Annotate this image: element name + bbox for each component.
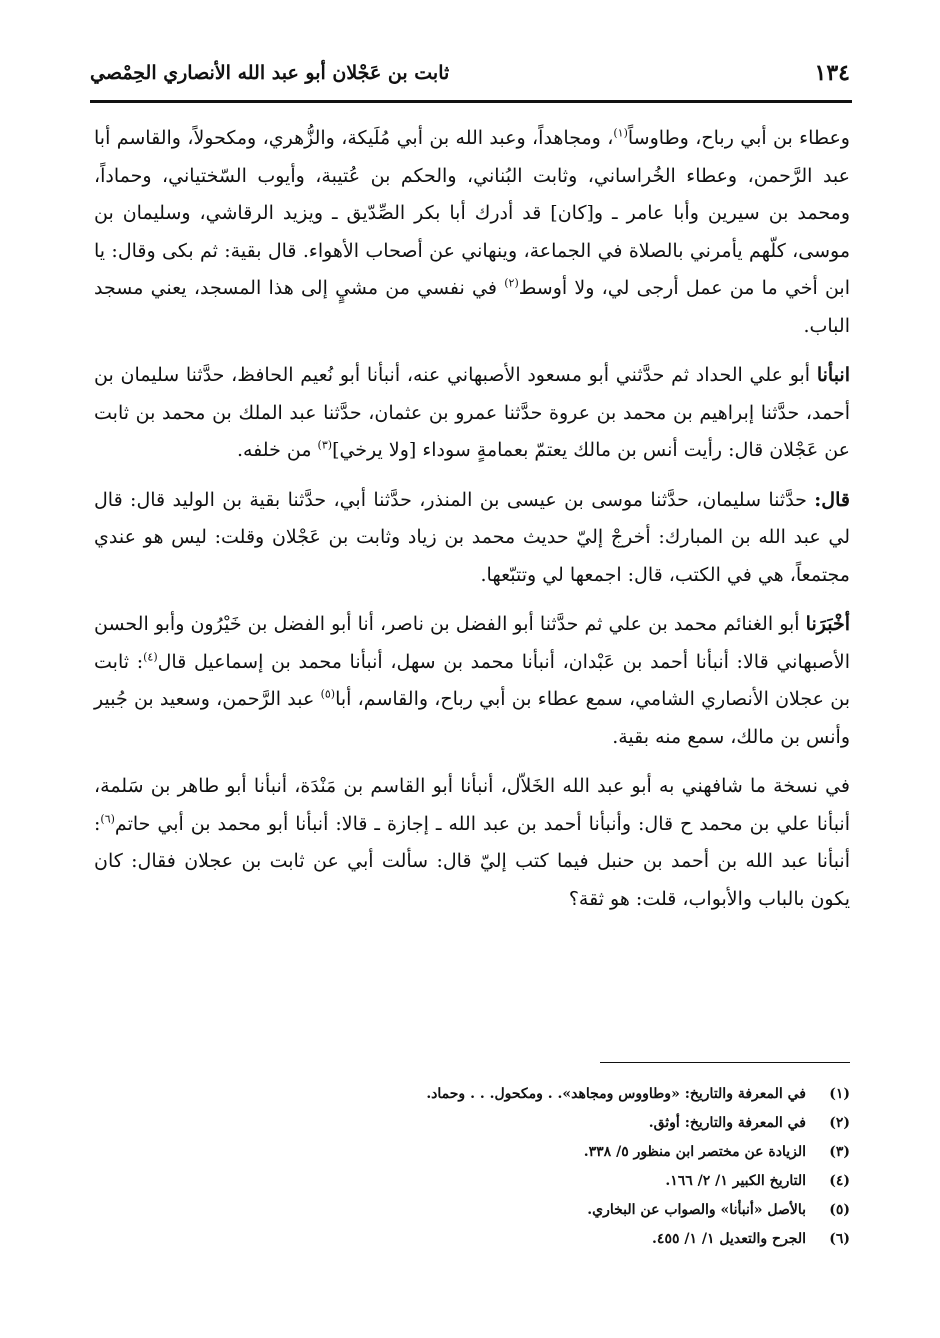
paragraph-lead: أخْبَرَنا	[805, 613, 850, 635]
footnote	[150, 1167, 850, 1196]
paragraph-text: عبد الرَّحمن، وسعيد بن جُبير وأنس بن مالك، سمع منه بقية.	[94, 688, 850, 748]
paragraph-text: في نفسي من مشيٍ إلى هذا المسجد، يعني مسجد الباب.	[94, 277, 850, 337]
footnote-ref: (١)	[613, 126, 628, 140]
footnote-number: (٦)	[829, 1231, 850, 1247]
paragraph-5	[94, 768, 850, 918]
main-text	[94, 120, 850, 930]
footnote	[150, 1109, 850, 1138]
footnote	[150, 1196, 850, 1225]
footnote-text: في المعرفة والتاريخ: أوثق.	[648, 1115, 806, 1131]
footnote-text: بالأصل «أنبأنا» والصواب عن البخاري.	[587, 1202, 806, 1218]
footnote-ref: (٥)	[320, 687, 336, 701]
paragraph-lead: قال:	[814, 488, 850, 511]
paragraph-text: أبو علي الحداد ثم حدَّثني أبو مسعود الأصبهاني عنه، أنبأنا أبو نُعيم الحافظ، حدَّثنا سليمان بن أحمد، حدَّثنا إبراهيم بن محمد بن عروة حدَّثنا عمرو بن عثمان، حدَّثنا عبد الملك بن محمد بن ثابت عن عَجْلان قال: رأيت أنس بن مالك يعتمّ بعمامةٍ سوداء [ولا يرخي]	[94, 364, 850, 461]
paragraph-text: وعطاء بن أبي رباح، وطاوساً	[627, 127, 850, 149]
paragraph-2	[94, 357, 850, 470]
footnote-text: في المعرفة والتاريخ: «وطاووس ومجاهد». . ومكحول. . . وحماد.	[426, 1086, 806, 1102]
footnote-rule	[600, 1062, 850, 1063]
page-header	[90, 56, 850, 96]
paragraph-lead: انبأنا	[816, 364, 850, 386]
footnote	[150, 1080, 850, 1109]
footnote-text: الزيادة عن مختصر ابن منظور ٥/ ٣٣٨.	[583, 1144, 806, 1160]
paragraph-text: حدَّثنا سليمان، حدَّثنا موسى بن عيسى بن المنذر، حدَّثنا أبي، حدَّثنا بقية بن الوليد قال: قال لي عبد الله بن المبارك: أخرجْ إليّ حديث محمد بن زياد وثابت بن عَجْلان وقلت: ليس هو عندي مجتمعاً، هي في الكتب، قال: اجمعها لي وتتبّعها.	[94, 488, 850, 586]
footnote-ref: (٤)	[143, 650, 158, 664]
footnote-number: (٢)	[829, 1115, 850, 1131]
paragraph-text: : أنبأنا عبد الله بن أحمد بن حنبل فيما كتب إليّ قال: سألت أبي عن ثابت بن عجلان فقال: كان يكون بالباب والأبواب، قلت: هو ثقة؟	[94, 812, 850, 910]
footnote-number: (١)	[829, 1086, 850, 1102]
footnote-text: التاريخ الكبير ١/ ٢/ ١٦٦.	[665, 1173, 806, 1189]
paragraph-text: ، ومجاهداً، وعبد الله بن أبي مُلَيكة، والزُّهري، ومكحولاً، والقاسم أبا عبد الرَّحمن، وعطاء الخُراساني، وثابت البُناني، والحكم بن عُتيبة، وأيوب السّختياني، وحماداً، ومحمد بن سيرين وأبا عامر ـ و[كان] قد أدرك أبا بكر الصِّدّيق ـ ويزيد الرقاشي، وسليمان بن موسى، كلّهم يأمرني بالصلاة في الجماعة، وينهاني عن أصحاب الأهواء. قال بقية: ثم بكى وقال: يا ابن أخي ما من عمل أرجى لي، ولا أوسط	[94, 127, 850, 299]
paragraph-1	[94, 120, 850, 345]
footnote-ref: (٣)	[317, 438, 333, 452]
paragraph-text: : ثابت بن عجلان الأنصاري الشامي، سمع عطاء بن أبي رباح، والقاسم، أبا	[94, 650, 850, 710]
footnote	[150, 1225, 850, 1254]
footnote-ref: (٦)	[100, 812, 115, 826]
paragraph-text: أبو الغنائم محمد بن علي ثم حدَّثنا أبو الفضل بن ناصر، أنا أبو الفضل بن خَيْرُون وأبو الحسن الأصبهاني قالا: أنبأنا أحمد بن عَبْدان، أنبأنا محمد بن سهل، أنبأنا محمد بن إسماعيل قال	[94, 613, 850, 673]
footnote-text: الجرح والتعديل ١/ ١/ ٤٥٥.	[652, 1231, 806, 1247]
running-title: ثابت بن عَجْلان أبو عبد الله الأنصاري الحِمْصي	[90, 62, 450, 84]
header-rule	[90, 100, 852, 103]
footnote-number: (٥)	[829, 1202, 850, 1218]
paragraph-3	[94, 482, 850, 595]
footnote-ref: (٢)	[504, 276, 519, 290]
footnote-number: (٣)	[829, 1144, 850, 1160]
paragraph-text: في نسخة ما شافهني به أبو عبد الله الخَلاّل، أنبأنا أبو القاسم بن مَنْدَة، أنبأنا أبو طاهر بن سَلمة، أنبأنا علي بن محمد ح قال: وأنبأنا أحمد بن عبد الله ـ إجازة ـ قالا: أنبأنا أبو محمد بن أبي حاتم	[94, 775, 850, 835]
paragraph-text: من خلفه.	[236, 439, 318, 461]
footnote-number: (٤)	[829, 1173, 850, 1189]
footnotes	[150, 1080, 850, 1254]
paragraph-4	[94, 606, 850, 756]
page-number: ١٣٤	[814, 60, 850, 86]
footnote	[150, 1138, 850, 1167]
